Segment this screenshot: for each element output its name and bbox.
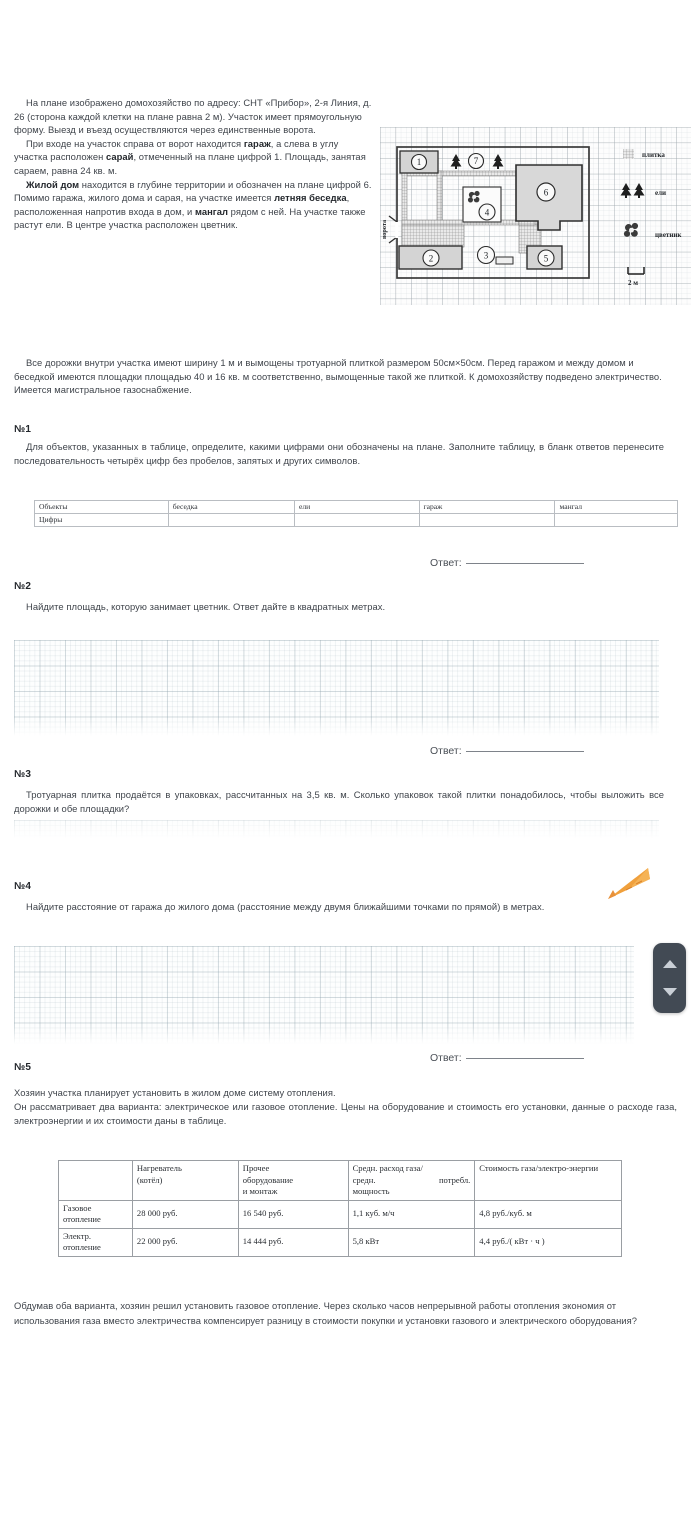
task-3-number: №3 [14,769,32,780]
task-5-closing-question: Обдумав оба варианта, хозяин решил установить газовое отопление. Через сколько часов непрерывной работы отопления экономия от использования газа вместо электричества компенсирует разницу в стоимости покупки и установки газового и электрического оборудования? [14,1300,637,1326]
task-4-prompt: Найдите расстояние от гаража до жилого дома (расстояние между двумя ближайшими точками по прямой) в метрах. [26,901,545,912]
table-row-gas [59,1200,622,1228]
heating-header-other-equipment [238,1161,348,1201]
task-2-answer-line[interactable] [430,745,584,757]
plan-gate-label: ворота [381,219,388,239]
site-plan-diagram [380,127,691,305]
table-cell-digit-3[interactable] [555,514,678,527]
plan-marker-1: 1 [416,157,422,168]
objects-digits-table [34,500,678,527]
plan-marker-2: 2 [428,253,434,264]
heating-header-corner [59,1161,133,1201]
intro-p2-part-c: , а слева в углу участка расположен [14,137,339,163]
plan-marker-3: 3 [483,250,489,261]
task-5-prompt-line-2: Он рассматривает два варианта: электрическое или газовое отопление. Цены на оборудование и стоимость его установки, данные о расходе газа, электроэнергии и их стоимости даны в таблице. [14,1101,677,1126]
heating-header-other-l3: и монтаж [242,1186,278,1196]
heating-row-el-l1: Электр. [63,1230,92,1241]
table-row-digits [35,514,678,527]
task-1-prompt: Для объектов, указанных в таблице, определите, какими цифрами они обозначены на плане. Заполните таблицу, в бланк ответов перенесите последовательность четырёх цифр без пробелов, запятых и других символов. [14,441,664,466]
task-5-prompt-line-1: Хозяин участка планирует установить в жилом доме систему отопления. [14,1087,336,1098]
heating-header-boiler-l1: Нагреватель [136,1163,182,1173]
table-cell-digit-2[interactable] [419,514,555,527]
intro-p2-part-a: При входе на участок справа от ворот находится [26,137,244,149]
answer-rule-2[interactable] [466,751,584,752]
plan-marker-6: 6 [543,187,549,198]
table-row-electric [59,1228,622,1256]
heating-table-wrapper [58,1160,622,1257]
task-1-table-wrapper [34,500,678,527]
heating-row-gas-l1: Газовое [63,1202,92,1213]
heating-electric-boiler-price: 22 000 руб. [132,1228,238,1256]
keyword-grill: мангал [194,205,229,217]
plan-marker-4: 4 [484,207,490,218]
table-cell-object-gazebo: беседка [168,501,294,514]
heating-electric-unit-price: 4,4 руб./( кВт · ч ) [475,1228,622,1256]
answer-label-2: Ответ: [430,745,462,757]
keyword-shed: сарай [106,151,134,163]
keyword-garage: гараж [243,137,271,149]
heating-header-cons-l2: средн. [352,1174,376,1185]
answer-label-1: Ответ: [430,557,462,569]
task-4-work-area[interactable] [14,946,634,1044]
grid-fade-overlay-2 [14,718,659,736]
grid-fade-overlay-3 [14,820,659,838]
heating-gas-other-price: 16 540 руб. [238,1200,348,1228]
heating-gas-boiler-price: 28 000 руб. [132,1200,238,1228]
answer-rule-4[interactable] [466,1058,584,1059]
keyword-gazebo: летняя беседка [274,192,347,204]
legend-label-scale: 2 м [628,279,639,287]
table-header-objects: Объекты [35,501,169,514]
heating-header-boiler-l2: (котёл) [136,1174,163,1185]
task-2-work-area[interactable] [14,640,659,736]
legend-label-tile: плитка [642,151,665,159]
intro-p3-part-d: , расположенная напротив входа в дом, и [14,192,350,217]
heating-header-cons-l2b: потребл. [438,1174,471,1185]
heating-header-cons-l1: Средн. расход газа/ [352,1163,423,1173]
triangle-up-icon[interactable] [663,960,677,968]
task-3-prompt: Тротуарная плитка продаётся в упаковках, рассчитанных на 3,5 кв. м. Сколько упаковок такой плитки понадобилось, чтобы выложить все дорожки и обе площадки? [14,789,664,814]
task-3-work-area[interactable] [14,820,659,838]
scroll-control-widget[interactable] [653,943,686,1013]
heating-gas-consumption: 1,1 куб. м/ч [348,1200,475,1228]
table-header-digits: Цифры [35,514,169,527]
table-cell-digit-0[interactable] [168,514,294,527]
table-row-header [59,1161,622,1201]
intro-p2-part-e: , отмеченный на плане цифрой 1. Площадь, занятая сараем, равна 24 кв. м. [14,151,366,176]
heating-header-cons-l3: мощность [352,1186,390,1196]
intro-paragraph-4: Все дорожки внутри участка имеют ширину 1 м и вымощены тротуарной плиткой размером 50см×50см. Перед гаражом и между домом и беседкой имеются площадки площадью 40 и 16 кв. м соответственно, вымощенные такой же плиткой. К домохозяйству подведено электричество. Имеется магистральное газоснабжение. [14,357,662,396]
task-2-number: №2 [14,581,32,592]
table-cell-object-grill: мангал [555,501,678,514]
heating-electric-consumption: 5,8 кВт [348,1228,475,1256]
task-1-number: №1 [14,424,32,435]
heating-header-boiler [132,1161,238,1201]
heating-header-price: Стоимость газа/электро-энергии [475,1161,622,1201]
intro-paragraph-2 [14,137,374,178]
grid-fade-overlay-4 [14,1026,634,1044]
legend-label-flowerbed: цветник [655,231,682,239]
heating-row-label-electric [59,1228,133,1256]
intro-p3-part-b: находится в глубине территории и обозначен на плане цифрой 6. Помимо гаража, жилого дома и сарая, на участке имеется [14,178,372,204]
intro-paragraph-3 [14,178,374,232]
plan-marker-7: 7 [473,156,479,167]
triangle-down-icon[interactable] [663,988,677,996]
task-2-prompt: Найдите площадь, которую занимает цветник. Ответ дайте в квадратных метрах. [26,601,386,612]
table-cell-object-garage: гараж [419,501,555,514]
heating-row-label-gas [59,1200,133,1228]
heating-comparison-table [58,1160,622,1257]
heating-electric-other-price: 14 444 руб. [238,1228,348,1256]
legend-label-firs: ели [655,189,667,197]
heating-row-gas-l2: отопление [63,1214,101,1224]
table-row-objects [35,501,678,514]
task-4-number: №4 [14,881,32,892]
plan-marker-5: 5 [543,253,549,264]
heating-header-other-l2: оборудование [242,1174,294,1185]
task-5-number: №5 [14,1062,32,1073]
intro-p3-part-f: рядом с ней. На участке также растут ели. В центре участка расположен цветник. [14,205,366,231]
answer-rule-1[interactable] [466,563,584,564]
answer-label-4: Ответ: [430,1052,462,1064]
heating-header-consumption [348,1161,475,1201]
keyword-house: Жилой дом [26,178,80,190]
intro-text-column [14,96,374,232]
pencil-cursor-icon[interactable] [600,866,652,907]
table-cell-object-firs: ели [294,501,419,514]
heating-row-el-l2: отопление [63,1242,101,1252]
table-cell-digit-1[interactable] [294,514,419,527]
intro-paragraph-1: На плане изображено домохозяйство по адресу: СНТ «Прибор», 2-я Линия, д. 26 (сторона каждой клетки на плане равна 2 м). Участок имеет прямоугольную форму. Выезд и въезд осуществляются через единственные ворота. [14,97,372,136]
heating-header-other-l1: Прочее [242,1163,270,1173]
heating-gas-unit-price: 4,8 руб./куб. м [475,1200,622,1228]
task-1-answer-line[interactable] [430,557,584,569]
